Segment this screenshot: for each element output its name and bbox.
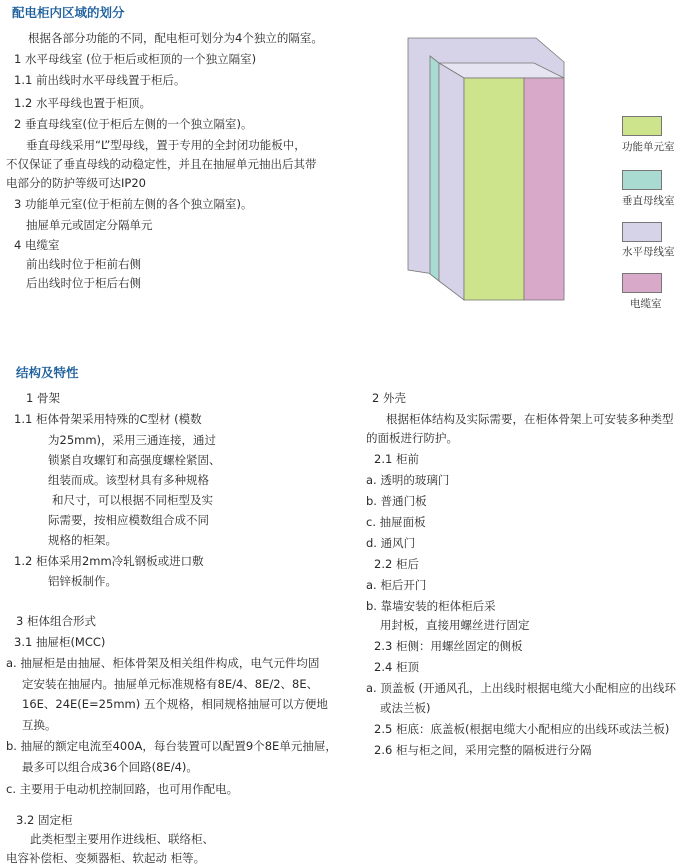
s2-right-line-8: 2.2 柜后 <box>374 557 419 571</box>
legend-swatch-cable <box>622 273 662 293</box>
s2-right-line-6: c. 抽屉面板 <box>366 515 426 529</box>
s2-right-line-5: b. 普通门板 <box>366 494 427 508</box>
s2-left-line-0: 1 骨架 <box>26 391 60 405</box>
s1-line-6: 不仅保证了垂直母线的动稳定性，并且在抽屉单元抽出后其带 <box>6 157 317 171</box>
s2-right-line-14: a. 顶盖板 (开通风孔，上出线时根据电缆大小配相应的出线环 <box>366 681 676 695</box>
s2-right-line-15: 或法兰板) <box>380 701 431 715</box>
legend-label-function-unit: 功能单元室 <box>622 141 675 153</box>
s2-right-line-11: 用封板，直接用螺丝进行固定 <box>380 618 530 632</box>
s2-left-line-13: 定安装在抽屉内。抽屉单元标准规格有8E/4、8E/2、8E、 <box>22 677 319 691</box>
s1-line-3: 1.2 水平母线也置于柜顶。 <box>14 96 151 110</box>
s2-left-line-2: 为25mm)，采用三通连接，通过 <box>48 433 217 447</box>
s2-left-line-15: 互换。 <box>22 718 57 732</box>
cable-compartment <box>524 78 564 300</box>
legend-label-horizontal-busbar: 水平母线室 <box>622 246 675 258</box>
s2-right-line-13: 2.4 柜顶 <box>374 660 419 674</box>
vertical-busbar-compartment <box>430 56 439 281</box>
s2-left-line-4: 组装而成。该型材具有多种规格 <box>48 473 209 487</box>
s2-right-line-9: a. 柜后开门 <box>366 578 427 592</box>
cabinet-side-face <box>439 63 464 300</box>
function-unit-compartment <box>464 78 524 300</box>
s1-line-10: 4 电缆室 <box>14 238 60 252</box>
s1-line-9: 抽屉单元或固定分隔单元 <box>26 218 153 232</box>
s2-left-line-1: 1.1 柜体骨架采用特殊的C型材 (模数 <box>14 412 202 426</box>
legend-label-vertical-busbar: 垂直母线室 <box>622 195 675 207</box>
legend-swatch-function-unit <box>622 116 662 136</box>
s1-line-12: 后出线时位于柜后右侧 <box>26 276 141 290</box>
s2-right-line-4: a. 透明的玻璃门 <box>366 473 450 487</box>
s2-left-line-14: 16E、24E(E=25mm) 五个规格，相同规格抽屉可以方便地 <box>22 697 328 711</box>
section-title-partition: 配电柜内区域的划分 <box>12 5 125 20</box>
s2-right-line-7: d. 通风门 <box>366 536 416 550</box>
s1-line-5: 垂直母线采用“L”型母线，置于专用的全封闭功能板中， <box>26 138 306 152</box>
s2-left-line-10: 3 柜体组合形式 <box>16 614 96 628</box>
s1-line-7: 电部分的防护等级可达IP20 <box>6 176 146 190</box>
s2-left-line-12: a. 抽屉柜是由抽屉、柜体骨架及相关组件构成，电气元件均固 <box>6 656 320 670</box>
legend-label-cable: 电缆室 <box>630 298 662 310</box>
s2-right-line-3: 2.1 柜前 <box>374 452 419 466</box>
s2-right-line-10: b. 靠墙安装的柜体柜后采 <box>366 599 496 613</box>
s2-left-line-8: 1.2 柜体采用2mm冷轧钢板或进口敷 <box>14 554 204 568</box>
s1-line-4: 2 垂直母线室(位于柜后左侧的一个独立隔室)。 <box>14 117 253 131</box>
s2-left-line-3: 锁紧自攻螺钉和高强度螺栓紧固、 <box>48 453 221 467</box>
s1-line-2: 1.1 前出线时水平母线置于柜后。 <box>14 73 186 87</box>
s2-left-line-5: 和尺寸，可以根据不同柜型及实 <box>52 493 213 507</box>
legend-swatch-vertical-busbar <box>622 170 662 190</box>
s2-right-line-12: 2.3 柜侧：用螺丝固定的侧板 <box>374 639 523 653</box>
s2-right-line-1: 根据柜体结构及实际需要，在柜体骨架上可安装多种类型 <box>386 412 674 426</box>
cabinet-compartment-diagram <box>404 34 584 304</box>
s2-left-line-11: 3.1 抽屉柜(MCC) <box>14 635 106 649</box>
s2-left-line-6: 际需要，按相应模数组合成不同 <box>48 513 209 527</box>
s2-right-line-17: 2.6 柜与柜之间，采用完整的隔板进行分隔 <box>374 743 592 757</box>
s2-left-line-20: 此类柜型主要用作进线柜、联络柜、 <box>30 832 214 846</box>
s1-line-8: 3 功能单元室(位于柜前左侧的各个独立隔室)。 <box>14 197 253 211</box>
s2-right-line-0: 2 外壳 <box>372 391 406 405</box>
s2-left-line-18: c. 主要用于电动机控制回路，也可用作配电。 <box>6 782 239 796</box>
s2-left-line-17: 最多可以组合成36个回路(8E/4)。 <box>22 760 198 774</box>
s2-left-line-7: 规格的柜架。 <box>48 533 117 547</box>
s1-line-1: 1 水平母线室 (位于柜后或柜顶的一个独立隔室) <box>14 52 257 66</box>
legend-swatch-horizontal-busbar <box>622 222 662 242</box>
s1-line-11: 前出线时位于柜前右侧 <box>26 257 141 271</box>
s2-left-line-21: 电容补偿柜、变频器柜、软起动 柜等。 <box>6 851 206 865</box>
s2-right-line-2: 的面板进行防护。 <box>366 431 458 445</box>
s2-left-line-19: 3.2 固定柜 <box>16 813 73 827</box>
s2-left-line-16: b. 抽屉的额定电流至400A，每台装置可以配置9个8E单元抽屉， <box>6 739 337 753</box>
s2-left-line-9: 铝锌板制作。 <box>48 574 117 588</box>
s1-line-0: 根据各部分功能的不同，配电柜可划分为4个独立的隔室。 <box>28 31 323 45</box>
s2-right-line-16: 2.5 柜底：底盖板(根据电缆大小配相应的出线环或法兰板) <box>374 722 670 736</box>
section-title-structure: 结构及特性 <box>16 365 79 380</box>
